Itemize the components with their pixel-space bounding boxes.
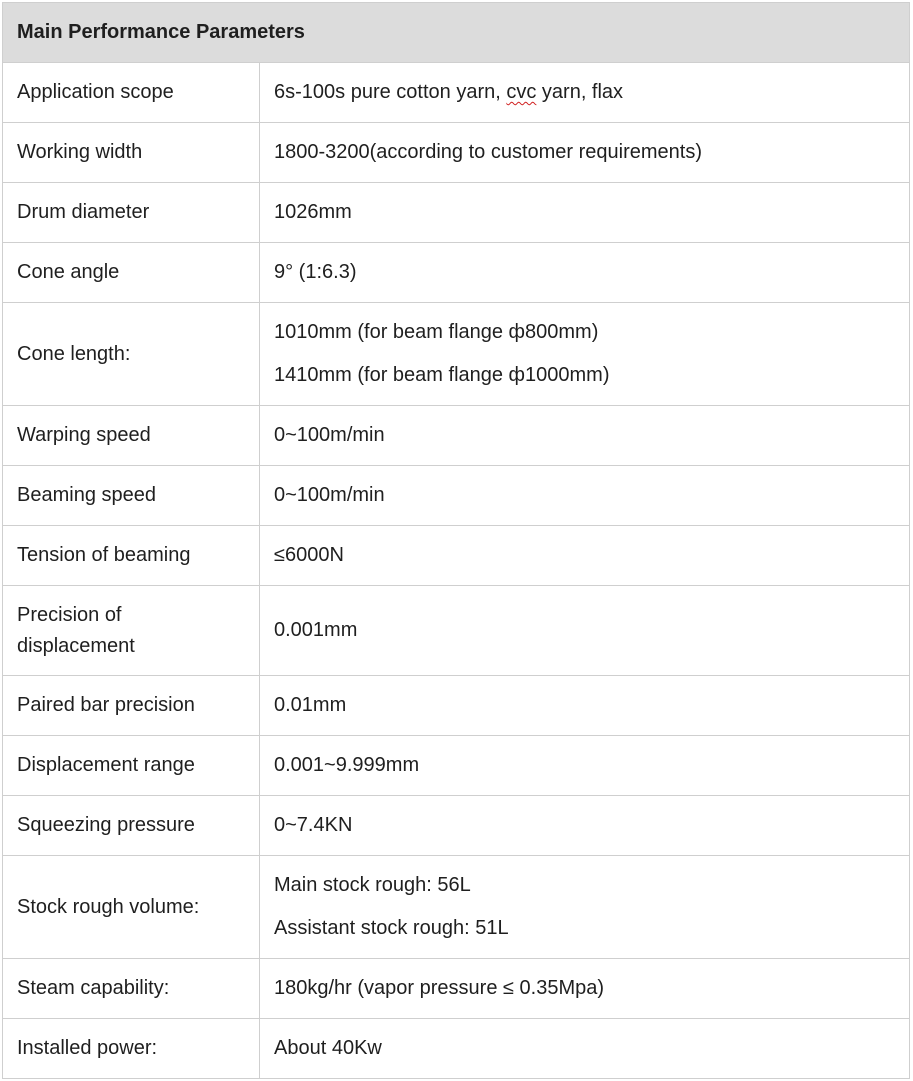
table-row	[3, 63, 910, 123]
parameter-label: Displacement range	[3, 736, 260, 796]
parameter-value	[260, 856, 910, 959]
table-row	[3, 959, 910, 1019]
table-row	[3, 406, 910, 466]
parameter-value: 1026mm	[260, 183, 910, 243]
parameter-value	[260, 303, 910, 406]
parameter-label: Squeezing pressure	[3, 796, 260, 856]
parameter-label: Drum diameter	[3, 183, 260, 243]
table-title: Main Performance Parameters	[3, 3, 910, 63]
label-line: displacement	[17, 634, 135, 657]
parameter-value: 9° (1:6.3)	[260, 243, 910, 303]
parameters-sheet	[2, 2, 909, 1079]
parameter-value: ≤6000N	[260, 526, 910, 586]
spellcheck-word: cvc	[506, 81, 537, 103]
table-row	[3, 736, 910, 796]
table-row	[3, 586, 910, 676]
table-row	[3, 796, 910, 856]
performance-table	[2, 2, 910, 1079]
table-row	[3, 243, 910, 303]
table-row	[3, 1019, 910, 1079]
table-row	[3, 466, 910, 526]
parameter-value: 0.01mm	[260, 676, 910, 736]
parameter-value: 0~100m/min	[260, 466, 910, 526]
value-text: yarn, flax	[536, 81, 624, 103]
value-line: 1010mm (for beam flange ф800mm)	[274, 321, 599, 343]
table-row	[3, 183, 910, 243]
table-row	[3, 123, 910, 183]
parameter-label: Steam capability:	[3, 959, 260, 1019]
parameter-value: 0.001~9.999mm	[260, 736, 910, 796]
table-row	[3, 526, 910, 586]
table-row	[3, 676, 910, 736]
parameter-label: Warping speed	[3, 406, 260, 466]
parameter-value: 0~100m/min	[260, 406, 910, 466]
value-text: 6s-100s pure cotton yarn,	[274, 81, 507, 103]
parameter-label: Tension of beaming	[3, 526, 260, 586]
parameter-label: Stock rough volume:	[3, 856, 260, 959]
parameter-value: About 40Kw	[260, 1019, 910, 1079]
parameter-label: Cone angle	[3, 243, 260, 303]
parameter-value: 1800-3200(according to customer requirements)	[260, 123, 910, 183]
parameter-value: 0~7.4KN	[260, 796, 910, 856]
parameter-label: Working width	[3, 123, 260, 183]
header-row	[3, 3, 910, 63]
parameter-value	[260, 63, 910, 123]
parameter-label: Cone length:	[3, 303, 260, 406]
value-line: Assistant stock rough: 51L	[274, 917, 509, 939]
parameter-label: Beaming speed	[3, 466, 260, 526]
label-line: Precision of	[17, 603, 122, 626]
parameter-label: Installed power:	[3, 1019, 260, 1079]
table-row	[3, 856, 910, 959]
parameter-label: Application scope	[3, 63, 260, 123]
parameter-value: 0.001mm	[260, 586, 910, 676]
parameter-label	[3, 586, 260, 676]
parameter-label: Paired bar precision	[3, 676, 260, 736]
parameter-value: 180kg/hr (vapor pressure ≤ 0.35Mpa)	[260, 959, 910, 1019]
value-line: 1410mm (for beam flange ф1000mm)	[274, 364, 610, 386]
value-line: Main stock rough: 56L	[274, 874, 471, 896]
table-row	[3, 303, 910, 406]
